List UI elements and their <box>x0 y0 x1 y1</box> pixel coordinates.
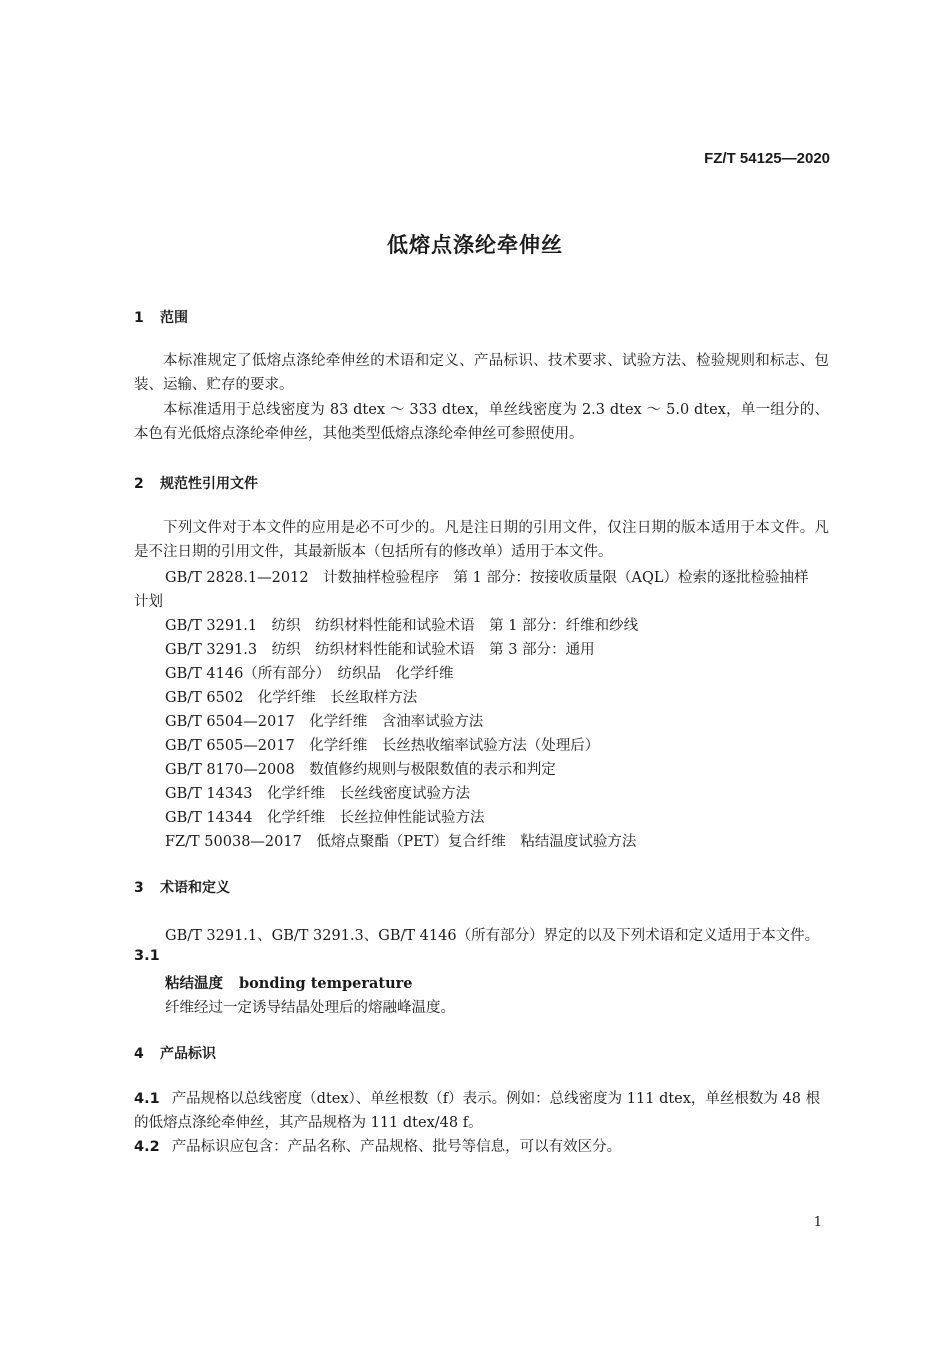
page-number: 1 <box>813 1215 822 1230</box>
section-heading-2 <box>134 473 258 493</box>
reference-item: GB/T 6505—2017 化学纤维 长丝热收缩率试验方法（处理后） <box>165 738 600 754</box>
term-chinese: 粘结温度 <box>165 975 223 992</box>
reference-item: GB/T 6502 化学纤维 长丝取样方法 <box>165 690 418 706</box>
terms-intro: GB/T 3291.1、GB/T 3291.3、GB/T 4146（所有部分）界定的以及下列术语和定义适用于本文件。 <box>165 928 820 944</box>
clause-text: 产品规格以总线密度（dtex）、单丝根数（f）表示。例如：总线密度为 111 dtex，单丝根数为 48 根的低熔点涤纶牵伸丝，其产品规格为 111 dtex/48 f。 <box>134 1091 821 1131</box>
term-english: bonding temperature <box>239 975 413 992</box>
reference-item: GB/T 4146（所有部分） 纺织品 化学纤维 <box>165 666 454 682</box>
clause-4-1 <box>134 1087 829 1135</box>
reference-item-continuation: 计划 <box>134 594 163 610</box>
term-entry <box>165 972 413 993</box>
section-title: 规范性引用文件 <box>160 476 258 492</box>
scope-paragraph-1: 本标准规定了低熔点涤纶牵伸丝的术语和定义、产品标识、技术要求、试验方法、检验规则和标志、包装、运输、贮存的要求。 <box>134 353 829 393</box>
reference-item: FZ/T 50038—2017 低熔点聚酯（PET）复合纤维 粘结温度试验方法 <box>165 834 637 850</box>
reference-item: GB/T 6504—2017 化学纤维 含油率试验方法 <box>165 714 484 730</box>
clause-4-2 <box>134 1135 829 1159</box>
reference-item: GB/T 14343 化学纤维 长丝线密度试验方法 <box>165 786 471 802</box>
reference-item: GB/T 3291.1 纺织 纺织材料性能和试验术语 第 1 部分：纤维和纱线 <box>165 618 639 634</box>
clause-text: 产品标识应包含：产品名称、产品规格、批号等信息，可以有效区分。 <box>171 1139 622 1155</box>
section-number: 4 <box>134 1046 144 1062</box>
reference-item: GB/T 2828.1—2012 计数抽样检验程序 第 1 部分：按接收质量限（AQL）检索的逐批检验抽样 <box>165 570 809 586</box>
reference-item: GB/T 8170—2008 数值修约规则与极限数值的表示和判定 <box>165 762 556 778</box>
document-title: 低熔点涤纶牵伸丝 <box>387 233 563 257</box>
section-heading-3 <box>134 877 230 897</box>
clause-number: 4.1 <box>134 1091 160 1107</box>
section-heading-4 <box>134 1043 216 1063</box>
term-number: 3.1 <box>134 948 160 964</box>
clause-number: 4.2 <box>134 1139 160 1155</box>
term-definition: 纤维经过一定诱导结晶处理后的熔融峰温度。 <box>165 1000 455 1016</box>
section-number: 3 <box>134 880 144 896</box>
section-heading-1 <box>134 307 188 327</box>
reference-item: GB/T 14344 化学纤维 长丝拉伸性能试验方法 <box>165 810 485 826</box>
scope-paragraph-2: 本标准适用于总线密度为 83 dtex ～ 333 dtex，单丝线密度为 2.3 dtex ～ 5.0 dtex，单一组分的、本色有光低熔点涤纶牵伸丝，其他类型低熔点涤纶牵伸丝可参照使用。 <box>134 402 829 442</box>
references-intro: 下列文件对于本文件的应用是必不可少的。凡是注日期的引用文件，仅注日期的版本适用于本文件。凡是不注日期的引用文件，其最新版本（包括所有的修改单）适用于本文件。 <box>134 520 829 560</box>
section-title: 范围 <box>160 310 188 326</box>
section-title: 术语和定义 <box>160 880 230 896</box>
section-number: 2 <box>134 476 144 492</box>
section-title: 产品标识 <box>160 1046 216 1062</box>
reference-item: GB/T 3291.3 纺织 纺织材料性能和试验术语 第 3 部分：通用 <box>165 642 595 658</box>
section-number: 1 <box>134 310 144 326</box>
standard-code: FZ/T 54125—2020 <box>704 150 830 167</box>
